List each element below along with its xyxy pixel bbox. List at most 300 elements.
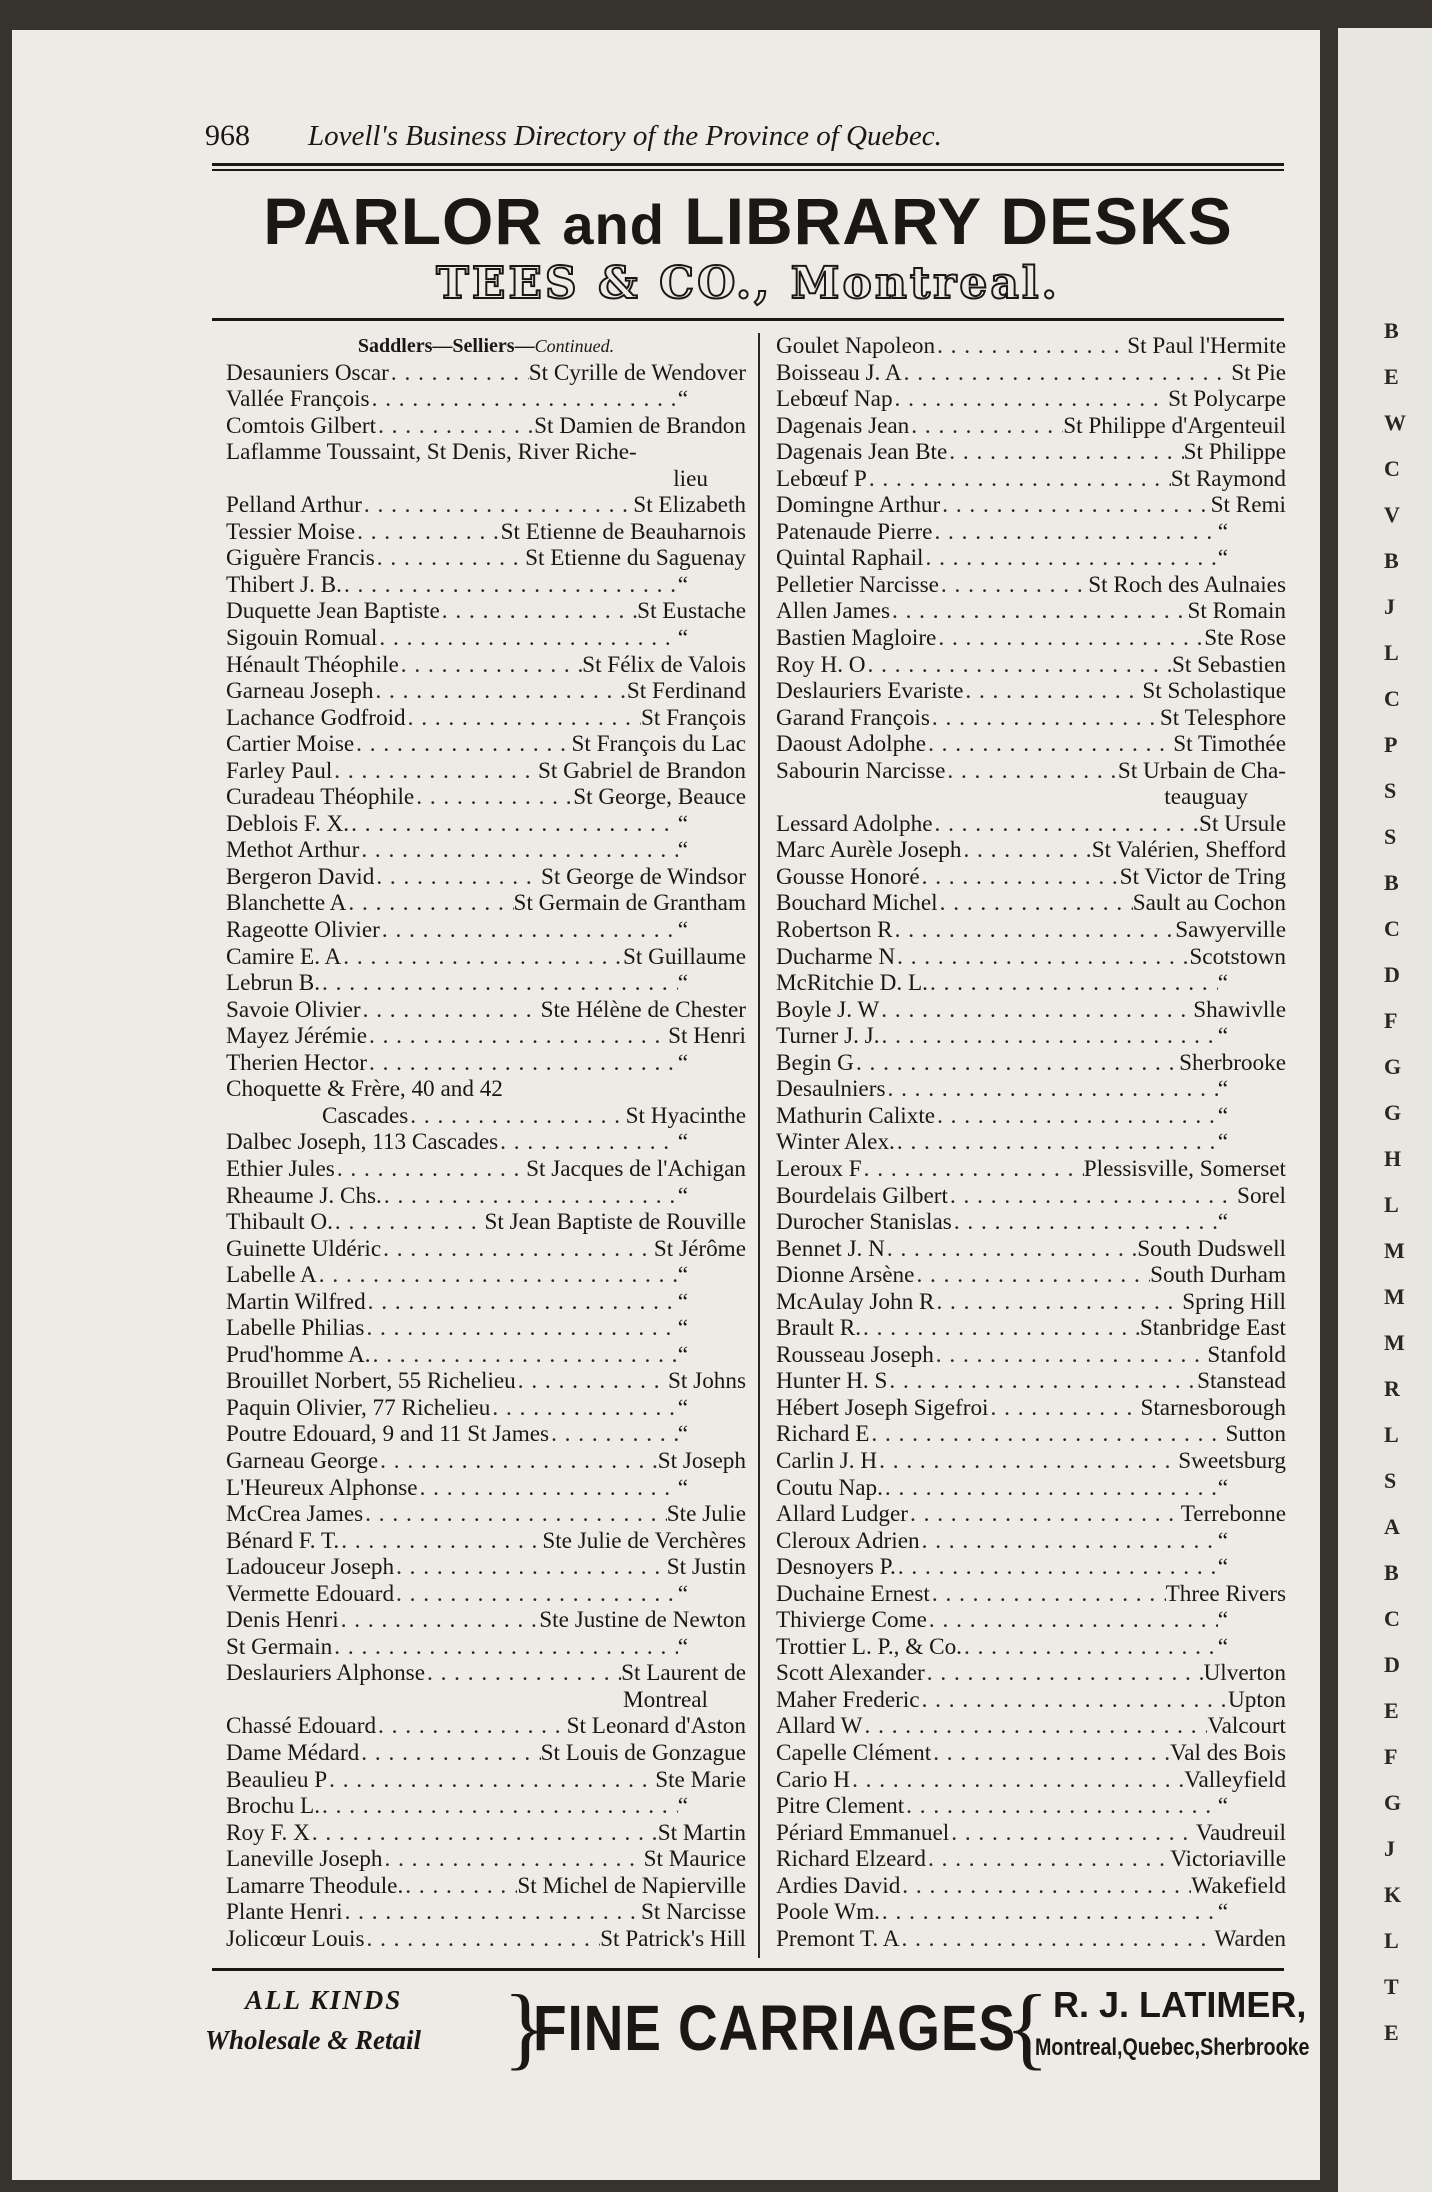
directory-entry xyxy=(776,1342,1286,1369)
leader-dots xyxy=(373,678,626,705)
entry-name: Vermette Edouard xyxy=(226,1580,395,1607)
entry-name: McCrea James xyxy=(226,1501,364,1528)
entry-place: Plessisville, Somerset xyxy=(1083,1155,1286,1182)
directory-entry xyxy=(226,1448,746,1475)
directory-entry xyxy=(776,1501,1286,1528)
entry-name: Pelletier Narcisse xyxy=(776,571,939,598)
directory-entry xyxy=(776,811,1286,838)
page-number: 968 xyxy=(205,119,250,152)
entry-name: Trottier L. P., & Co. xyxy=(776,1633,962,1660)
entry-name: Bennet J. N xyxy=(776,1235,885,1262)
directory-entry xyxy=(776,1820,1286,1847)
directory-entry xyxy=(226,731,746,758)
entry-name: Cascades xyxy=(322,1102,409,1129)
leader-dots xyxy=(414,784,573,811)
leader-dots xyxy=(863,1713,1208,1740)
directory-entry xyxy=(776,1023,1286,1050)
directory-entry xyxy=(776,1475,1286,1502)
entry-place: St Telesphore xyxy=(1159,704,1286,731)
directory-entry xyxy=(776,439,1286,466)
entry-place: St Jacques de l'Achigan xyxy=(526,1155,746,1182)
leader-dots xyxy=(378,1448,658,1475)
directory-entry xyxy=(226,1740,746,1767)
adjacent-page-letter: L xyxy=(1384,640,1399,665)
entry-name: Turner J. J. xyxy=(776,1023,880,1050)
directory-entry xyxy=(776,386,1286,413)
leader-dots xyxy=(952,1209,1218,1236)
directory-entry xyxy=(226,1421,746,1448)
adjacent-page-letter: C xyxy=(1384,456,1400,481)
entry-place: St Raymond xyxy=(1170,465,1286,492)
entry-name: Garand François xyxy=(776,704,930,731)
directory-entry xyxy=(776,1448,1286,1475)
directory-entry xyxy=(226,1209,746,1236)
leader-dots xyxy=(895,1129,1218,1156)
entry-place: St Patrick's Hill xyxy=(600,1925,746,1952)
entry-name: Duquette Jean Baptiste xyxy=(226,598,440,625)
entry-name: Coutu Nap. xyxy=(776,1474,883,1501)
entry-name: Deslauriers Alphonse xyxy=(226,1660,425,1687)
leader-dots xyxy=(394,1554,667,1581)
page-header xyxy=(205,118,1285,154)
entry-place: “ xyxy=(1217,1129,1228,1156)
entry-place: St Louis de Gonzague xyxy=(540,1739,746,1766)
entry-place: St Hyacinthe xyxy=(625,1102,746,1129)
leader-dots xyxy=(925,1660,1204,1687)
leader-dots xyxy=(490,1395,677,1422)
directory-entry xyxy=(226,784,746,811)
leader-dots xyxy=(909,413,1063,440)
leader-dots xyxy=(364,1315,677,1342)
directory-entry xyxy=(776,1129,1286,1156)
directory-entry xyxy=(776,1899,1286,1926)
adjacent-page-letter: L xyxy=(1384,1192,1399,1217)
directory-entry xyxy=(226,1713,746,1740)
top-advertisement-maker: TEES & CO., Montreal. xyxy=(436,258,1060,309)
entry-name: Durocher Stanislas xyxy=(776,1209,952,1236)
entry-place: St Polycarpe xyxy=(1168,386,1286,413)
adjacent-page-letter: B xyxy=(1384,548,1399,573)
directory-entry xyxy=(226,1554,746,1581)
directory-entry xyxy=(226,811,746,838)
entry-name: Allard W xyxy=(776,1713,863,1740)
directory-entry xyxy=(776,652,1286,679)
entry-place: “ xyxy=(677,1288,688,1315)
directory-entry xyxy=(776,678,1286,705)
leader-dots xyxy=(900,1873,1191,1900)
leader-dots xyxy=(930,705,1160,732)
entry-name: Ladouceur Joseph xyxy=(226,1554,395,1581)
entry-name: Desnoyers P. xyxy=(776,1554,896,1581)
directory-entry xyxy=(226,1687,746,1714)
directory-entry xyxy=(226,864,746,891)
leader-dots xyxy=(359,1740,540,1767)
directory-entry xyxy=(226,625,746,652)
directory-entry xyxy=(776,1660,1286,1687)
directory-entry xyxy=(776,1368,1286,1395)
entry-place: Warden xyxy=(1214,1925,1286,1952)
entry-place: “ xyxy=(677,810,688,837)
leader-dots xyxy=(854,1050,1179,1077)
leader-dots xyxy=(920,1528,1218,1555)
entry-place: St George, Beauce xyxy=(573,784,746,811)
directory-entry xyxy=(226,917,746,944)
entry-name: Brochu L. xyxy=(226,1793,321,1820)
leader-dots xyxy=(899,1926,1214,1953)
leader-dots xyxy=(947,439,1183,466)
entry-place: St Narcisse xyxy=(641,1899,746,1926)
adjacent-page-letter: E xyxy=(1384,1698,1399,1723)
entry-name: Beaulieu P xyxy=(226,1766,328,1793)
adjacent-page-letter: F xyxy=(1384,1744,1398,1769)
leader-dots xyxy=(962,1634,1218,1661)
directory-entry xyxy=(776,492,1286,519)
entry-name: Poutre Edouard, 9 and 11 St James xyxy=(226,1421,550,1448)
directory-entry xyxy=(776,1687,1286,1714)
entry-name: Richard E xyxy=(776,1421,870,1448)
leader-dots xyxy=(367,1050,678,1077)
entry-name: Plante Henri xyxy=(226,1899,343,1926)
entry-place: Terrebonne xyxy=(1180,1501,1286,1528)
leader-dots xyxy=(940,492,1210,519)
leader-dots xyxy=(885,1236,1137,1263)
directory-entry xyxy=(776,1581,1286,1608)
directory-entry xyxy=(226,1873,746,1900)
entry-name: Lebœuf Nap xyxy=(776,386,893,413)
entry-name: Garneau George xyxy=(226,1447,379,1474)
leader-dots xyxy=(877,1448,1178,1475)
leader-dots xyxy=(938,890,1133,917)
leader-dots xyxy=(932,519,1217,546)
leader-dots xyxy=(367,1023,668,1050)
directory-entry xyxy=(226,1820,746,1847)
directory-entry xyxy=(776,997,1286,1024)
entry-place: “ xyxy=(677,625,688,652)
entry-name: Cario H xyxy=(776,1766,851,1793)
leader-dots xyxy=(440,598,637,625)
leader-dots xyxy=(403,1873,517,1900)
entry-place: “ xyxy=(677,970,688,997)
footer-ad-all-kinds: ALL KINDS xyxy=(245,1985,403,2015)
entry-place: Sherbrooke xyxy=(1179,1049,1286,1076)
entry-name: Chassé Edouard xyxy=(226,1713,377,1740)
adjacent-page-letter: C xyxy=(1384,686,1400,711)
directory-entry xyxy=(776,598,1286,625)
entry-name: Roy F. X xyxy=(226,1819,310,1846)
directory-entry xyxy=(776,572,1286,599)
footer-ad-fine-carriages: FINE CARRIAGES xyxy=(533,1992,1016,2064)
directory-entry xyxy=(776,1076,1286,1103)
entry-name: Scott Alexander xyxy=(776,1660,925,1687)
entry-place-continued: lieu xyxy=(673,465,708,492)
entry-place: Sutton xyxy=(1225,1421,1286,1448)
entry-place: “ xyxy=(677,837,688,864)
entry-name: Martin Wilfred xyxy=(226,1288,366,1315)
entry-place: “ xyxy=(677,1262,688,1289)
entry-name: Cartier Moise xyxy=(226,731,355,758)
entry-place: St Romain xyxy=(1187,598,1286,625)
adjacent-page-letter: B xyxy=(1384,870,1399,895)
leader-dots xyxy=(920,1687,1228,1714)
leader-dots xyxy=(949,1820,1196,1847)
leader-dots xyxy=(867,466,1171,493)
adjacent-page-letter: V xyxy=(1384,502,1400,527)
leader-dots xyxy=(363,1501,667,1528)
leader-dots xyxy=(879,997,1193,1024)
entry-place: St Roch des Aulnaies xyxy=(1088,571,1286,598)
header-rule xyxy=(212,163,1284,166)
entry-name: Cleroux Adrien xyxy=(776,1527,920,1554)
entry-place: St François xyxy=(641,704,746,731)
entry-name: Sabourin Narcisse xyxy=(776,757,946,784)
directory-entry xyxy=(226,1368,746,1395)
adjacent-page-letter: F xyxy=(1384,1008,1398,1033)
leader-dots xyxy=(880,1023,1218,1050)
entry-place: St Michel de Napierville xyxy=(517,1872,746,1899)
entry-name: Ardies David xyxy=(776,1872,901,1899)
directory-entry xyxy=(776,1289,1286,1316)
column-divider xyxy=(758,333,760,1958)
leader-dots xyxy=(374,864,541,891)
entry-place: Victoriaville xyxy=(1170,1846,1286,1873)
directory-entry xyxy=(226,1926,746,1953)
adjacent-page-letter: B xyxy=(1384,318,1399,343)
leader-dots xyxy=(935,1103,1218,1130)
directory-entry xyxy=(226,1129,746,1156)
leader-dots xyxy=(936,625,1204,652)
entry-place: “ xyxy=(677,386,688,413)
entry-name: Mayez Jérémie xyxy=(226,1023,367,1050)
leader-dots xyxy=(310,1820,658,1847)
entry-name: Deslauriers Evariste xyxy=(776,678,964,705)
entry-place: St Paul l'Hermite xyxy=(1127,333,1286,359)
entry-name: Dalbec Joseph, 113 Cascades xyxy=(226,1129,499,1156)
adjacent-page-letter: S xyxy=(1384,824,1397,849)
footer-ad-left xyxy=(205,1980,510,2076)
directory-entry xyxy=(776,731,1286,758)
leader-dots xyxy=(850,1767,1184,1794)
entry-place: St Timothée xyxy=(1173,731,1286,758)
directory-entry xyxy=(226,652,746,679)
directory-entry xyxy=(226,439,746,466)
leader-dots xyxy=(895,944,1189,971)
running-title: Lovell's Business Directory of the Province of Quebec. xyxy=(308,119,942,152)
entry-name: Brouillet Norbert, 55 Richelieu xyxy=(226,1368,516,1395)
adjacent-page-letter: D xyxy=(1384,962,1400,987)
leader-dots xyxy=(883,1475,1218,1502)
leader-dots xyxy=(361,997,541,1024)
entry-name: Domingne Arthur xyxy=(776,492,941,519)
entry-place: “ xyxy=(1217,970,1228,997)
directory-entry xyxy=(226,1581,746,1608)
leader-dots xyxy=(935,333,1127,360)
entry-place: “ xyxy=(1217,1527,1228,1554)
leader-dots xyxy=(376,1713,567,1740)
entry-place: “ xyxy=(1217,1793,1228,1820)
directory-entry xyxy=(226,386,746,413)
top-advertisement-headline xyxy=(212,182,1284,264)
entry-name: Duchaine Ernest xyxy=(776,1580,930,1607)
entry-place: “ xyxy=(677,1793,688,1820)
footer-ad-right xyxy=(1035,1980,1310,2076)
leader-dots xyxy=(418,1475,678,1502)
directory-entry xyxy=(776,1183,1286,1210)
right-brace-ornament: { xyxy=(1005,1976,1050,2078)
directory-entry xyxy=(776,1528,1286,1555)
directory-entry xyxy=(776,360,1286,387)
leader-dots xyxy=(896,1554,1218,1581)
entry-name: Lessard Adolphe xyxy=(776,810,933,837)
entry-name: Paquin Olivier, 77 Richelieu xyxy=(226,1394,491,1421)
directory-entry xyxy=(226,1103,746,1130)
footer-rule xyxy=(212,1968,1284,1971)
entry-place: Stanfold xyxy=(1207,1341,1286,1368)
leader-dots xyxy=(364,1926,600,1953)
entry-name: Thibault O. xyxy=(226,1209,333,1236)
directory-entry xyxy=(776,944,1286,971)
directory-entry xyxy=(776,545,1286,572)
directory-entry xyxy=(226,492,746,519)
leader-dots xyxy=(963,678,1142,705)
entry-place: Sault au Cochon xyxy=(1132,890,1286,917)
entry-name: Dame Médard xyxy=(226,1739,360,1766)
entry-name: Bénard F. T. xyxy=(226,1527,340,1554)
entry-place: St Joseph xyxy=(657,1447,746,1474)
entry-place: St Martin xyxy=(657,1819,746,1846)
leader-dots xyxy=(932,811,1199,838)
directory-entry xyxy=(776,837,1286,864)
entry-name: Labelle Philias xyxy=(226,1315,365,1342)
entry-place: St Philippe d'Argenteuil xyxy=(1063,412,1286,439)
entry-place: St Pie xyxy=(1231,359,1286,386)
entry-name: Jolicœur Louis xyxy=(226,1925,365,1952)
section-heading xyxy=(226,333,746,360)
entry-place: Scotstown xyxy=(1189,943,1286,970)
leader-dots xyxy=(375,545,525,572)
entry-name: St Germain xyxy=(226,1633,333,1660)
leader-dots xyxy=(371,1342,678,1369)
entry-place: Ste Justine de Newton xyxy=(539,1607,746,1634)
leader-dots xyxy=(399,652,582,679)
entry-place: Shawivlle xyxy=(1193,996,1286,1023)
entry-place: St George de Windsor xyxy=(541,863,746,890)
directory-entry xyxy=(776,1395,1286,1422)
directory-entry xyxy=(776,1926,1286,1953)
entry-place: Stanstead xyxy=(1197,1368,1286,1395)
entry-name: Ethier Jules xyxy=(226,1155,335,1182)
entry-place: “ xyxy=(1217,1102,1228,1129)
leader-dots xyxy=(406,705,641,732)
adjacent-page-letter: T xyxy=(1384,1974,1399,1999)
entry-name: Rageotte Olivier xyxy=(226,917,380,944)
entry-name: Rousseau Joseph xyxy=(776,1341,934,1368)
directory-entry xyxy=(226,1634,746,1661)
leader-dots xyxy=(359,837,677,864)
ad-bottom-rule xyxy=(212,318,1284,321)
entry-name: Comtois Gilbert xyxy=(226,412,377,439)
section-heading-title: Saddlers—Selliers— xyxy=(357,335,535,357)
entry-place: St Scholastique xyxy=(1142,678,1286,705)
adjacent-page-letter: G xyxy=(1384,1790,1402,1815)
entry-name: Guinette Uldéric xyxy=(226,1235,382,1262)
adjacent-page-letter: S xyxy=(1384,778,1397,803)
leader-dots xyxy=(930,1581,1166,1608)
directory-entry xyxy=(776,1767,1286,1794)
entry-name: Dagenais Jean Bte xyxy=(776,439,948,466)
leader-dots xyxy=(381,1236,654,1263)
leader-dots xyxy=(498,1129,678,1156)
entry-name: Lebrun B. xyxy=(226,970,321,997)
directory-entry xyxy=(226,1793,746,1820)
directory-entry xyxy=(776,1262,1286,1289)
adjacent-page-letter: L xyxy=(1384,1422,1399,1447)
adjacent-page-letter: J xyxy=(1384,594,1395,619)
leader-dots xyxy=(366,1289,678,1316)
leader-dots xyxy=(327,1767,655,1794)
entry-place: Spring Hill xyxy=(1182,1288,1286,1315)
leader-dots xyxy=(862,1156,1084,1183)
leader-dots xyxy=(904,1793,1218,1820)
entry-place: St Remi xyxy=(1210,492,1286,519)
adjacent-page-letter: A xyxy=(1384,1514,1400,1539)
right-column xyxy=(776,333,1286,1952)
entry-place: St Victor de Tring xyxy=(1119,863,1286,890)
entry-name: Tessier Moise xyxy=(226,518,356,545)
leader-dots xyxy=(382,1183,678,1210)
directory-entry xyxy=(226,890,746,917)
entry-place: St Damien de Brandon xyxy=(534,412,746,439)
leader-dots xyxy=(320,970,678,997)
directory-entry xyxy=(776,625,1286,652)
entry-name: Patenaude Pierre xyxy=(776,518,933,545)
entry-name: Choquette & Frère, 40 and 42 xyxy=(226,1076,503,1103)
leader-dots xyxy=(866,652,1172,679)
entry-place: Ste Marie xyxy=(655,1766,746,1793)
leader-dots xyxy=(382,1846,643,1873)
entry-name: Dagenais Jean xyxy=(776,412,910,439)
entry-place: St Etienne du Saguenay xyxy=(525,545,746,572)
directory-entry xyxy=(226,1342,746,1369)
leader-dots xyxy=(389,360,529,387)
entry-place: “ xyxy=(677,1129,688,1156)
directory-entry xyxy=(226,1050,746,1077)
footer-advertisement xyxy=(205,1976,1310,2078)
entry-place: St Sebastien xyxy=(1171,651,1286,678)
entry-place: St Félix de Valois xyxy=(582,651,746,678)
entry-place: Three Rivers xyxy=(1165,1580,1286,1607)
leader-dots xyxy=(341,944,623,971)
leader-dots xyxy=(880,1899,1218,1926)
adjacent-page-letter: M xyxy=(1384,1284,1405,1309)
leader-dots xyxy=(887,1368,1197,1395)
leader-dots xyxy=(890,598,1187,625)
entry-name: Sigouin Romual xyxy=(226,625,378,652)
entry-place: “ xyxy=(677,1474,688,1501)
footer-ad-wholesale: Wholesale & Retail xyxy=(205,2025,421,2055)
leader-dots xyxy=(362,492,633,519)
entry-place: St Jérôme xyxy=(653,1235,746,1262)
adjacent-page-letter: E xyxy=(1384,2020,1399,2045)
entry-place: “ xyxy=(1217,1554,1228,1581)
leader-dots xyxy=(989,1395,1141,1422)
leader-dots xyxy=(893,386,1169,413)
entry-name: Boisseau J. A xyxy=(776,359,902,386)
entry-name: Therien Hector xyxy=(226,1049,367,1076)
leader-dots xyxy=(961,837,1091,864)
entry-place: Ste Hélène de Chester xyxy=(540,996,746,1023)
entry-name: Desaulniers xyxy=(776,1076,886,1103)
directory-entry xyxy=(226,1395,746,1422)
